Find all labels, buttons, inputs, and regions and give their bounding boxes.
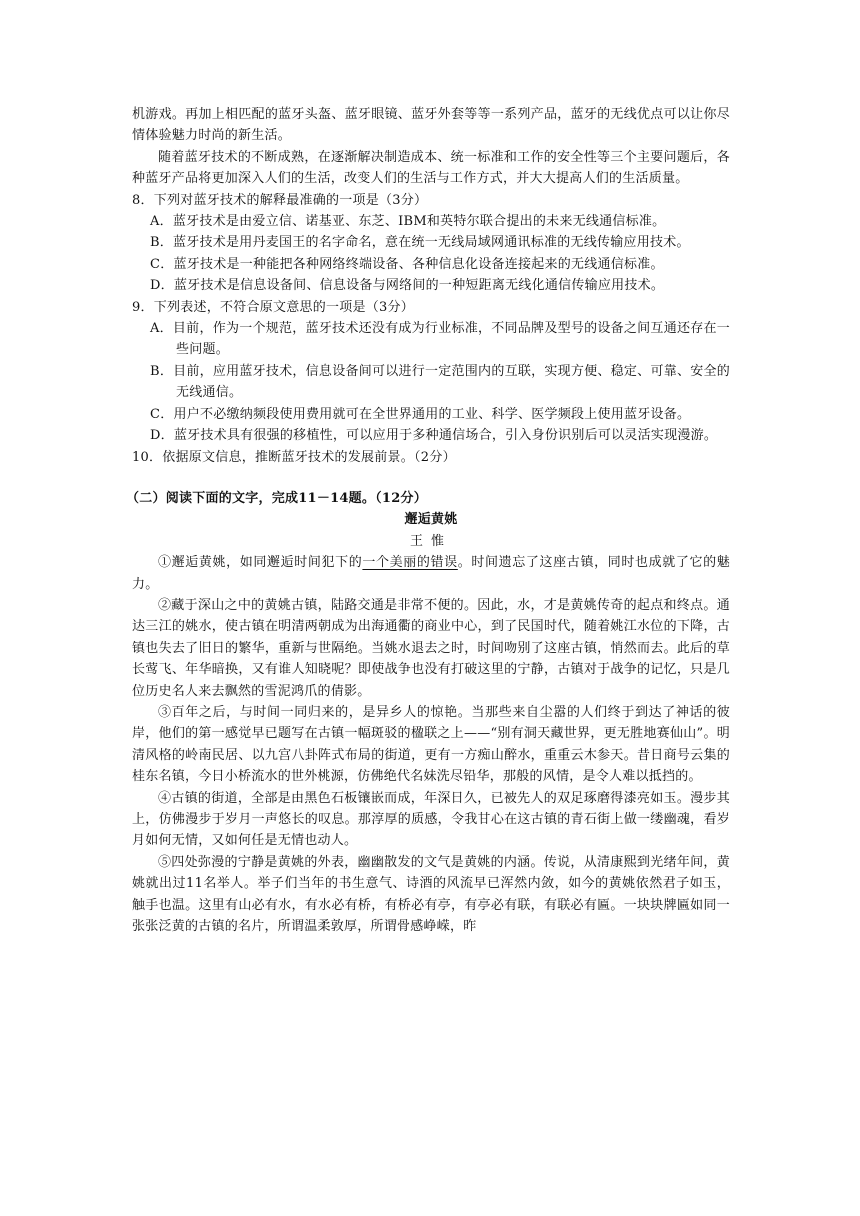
underlined-phrase: 一个美丽的错误 — [362, 555, 458, 571]
section-heading: （二）阅读下面的文字，完成11－14题。（12分） — [126, 490, 428, 506]
question-9-option-c: C．用户不必缴纳频段使用费用就可在全世界通用的工业、科学、医学频段上使用蓝牙设备。 — [150, 406, 691, 422]
question-8-option-c: C．蓝牙技术是一种能把各种网络终端设备、各种信息化设备连接起来的无线通信标准。 — [150, 256, 664, 272]
article-title: 邂逅黄姚 — [404, 512, 458, 528]
question-9-stem: 9．下列表述，不符合原文意思的一项是（3分） — [132, 299, 415, 315]
question-9-option-b: B．目前，应用蓝牙技术，信息设备间可以进行一定范围内的互联，实现方便、稳定、可靠、安全的无线通信。 — [150, 363, 730, 401]
paragraph-text: 。时间遗忘了这座古镇，同时也成就了它的魅力。 — [132, 555, 730, 592]
article-author: 王惟 — [409, 533, 452, 549]
document-page — [126, 104, 730, 937]
question-8-option-b: B．蓝牙技术是用丹麦国王的名字命名，意在统一无线局域网通讯标准的无线传输应用技术。 — [150, 235, 690, 251]
passage-paragraph: 机游戏。再加上相匹配的蓝牙头盔、蓝牙眼镜、蓝牙外套等等一系列产品，蓝牙的无线优点可以让你尽情体验魅力时尚的新生活。 — [132, 107, 730, 144]
article-paragraph-1 — [132, 552, 730, 595]
question-9-option-a: A．目前，作为一个规范，蓝牙技术还没有成为行业标准，不同品牌及型号的设备之间互通还存在一些问题。 — [150, 321, 730, 358]
question-8-option-d: D．蓝牙技术是信息设备间、信息设备与网络间的一种短距离无线化通信传输应用技术。 — [150, 278, 665, 294]
passage-paragraph: 随着蓝牙技术的不断成熟，在逐渐解决制造成本、统一标准和工作的安全性等三个主要问题后，各种蓝牙产品将更加深入人们的生活，改变人们的生活与工作方式，并大大提高人们的生活质量。 — [132, 149, 730, 187]
question-8-option-a: A．蓝牙技术是由爱立信、诺基亚、东芝、IBM和英特尔联合提出的未来无线通信标准。 — [150, 214, 666, 230]
article-paragraph-5: ⑤四处弥漫的宁静是黄姚的外表，幽幽散发的文气是黄姚的内涵。传说，从清康熙到光绪年间，黄姚就出过11名举人。举子们当年的书生意气、诗酒的风流早已浑然内敛，如今的黄姚依然君子如玉，触手也温。这里有山必有水，有水必有桥，有桥必有亭，有亭必有联，有联必有匾。一块块牌匾如同一张张泛黄的古镇的名片，所谓温柔敦厚，所谓骨感峥嵘，昨 — [132, 854, 730, 935]
question-10-stem: 10．依据原文信息，推断蓝牙技术的发展前景。（2分） — [132, 449, 456, 465]
article-paragraph-2: ②藏于深山之中的黄姚古镇，陆路交通是非常不便的。因此，水，才是黄姚传奇的起点和终点。通达三江的姚水，使古镇在明清两朝成为出海通衢的商业中心，到了民国时代，随着姚江水位的下降，古镇也失去了旧日的繁华，重新与世隔绝。当姚水退去之时，时间吻别了这座古镇，悄然而去。此后的草长莺飞、年华暗换，又有谁人知晓呢？即使战争也没有打破这里的宁静，古镇对于战争的记忆，只是几位历史名人来去飘然的雪泥鸿爪的倩影。 — [132, 597, 730, 699]
paragraph-text: ①邂逅黄姚，如同邂逅时间犯下的 — [158, 555, 363, 571]
article-paragraph-3: ③百年之后，与时间一同归来的，是异乡人的惊艳。当那些来自尘嚣的人们终于到达了神话的彼岸，他们的第一感觉早已题写在古镇一幅斑驳的楹联之上——“别有洞天藏世界，更无胜地赛仙山”。明清风格的岭南民居、以九宫八卦阵式布局的街道，更有一方痴山醉水，重重云木参天。昔日商号云集的桂东名镇，今日小桥流水的世外桃源，仿佛绝代名妹洗尽铅华，那般的风情，是令人难以抵挡的。 — [132, 704, 730, 785]
question-8-stem: 8．下列对蓝牙技术的解释最准确的一项是（3分） — [132, 192, 428, 208]
question-9-option-d: D．蓝牙技术具有很强的移植性，可以应用于多种通信场合，引入身份识别后可以灵活实现漫游。 — [150, 428, 718, 444]
article-paragraph-4: ④古镇的街道，全部是由黑色石板镶嵌而成，年深日久，已被先人的双足琢磨得漆亮如玉。漫步其上，仿佛漫步于岁月一声悠长的叹息。那淳厚的质感，令我甘心在这古镇的青石街上做一缕幽魂，看岁月如何无情，又如何任是无情也动人。 — [132, 790, 730, 849]
